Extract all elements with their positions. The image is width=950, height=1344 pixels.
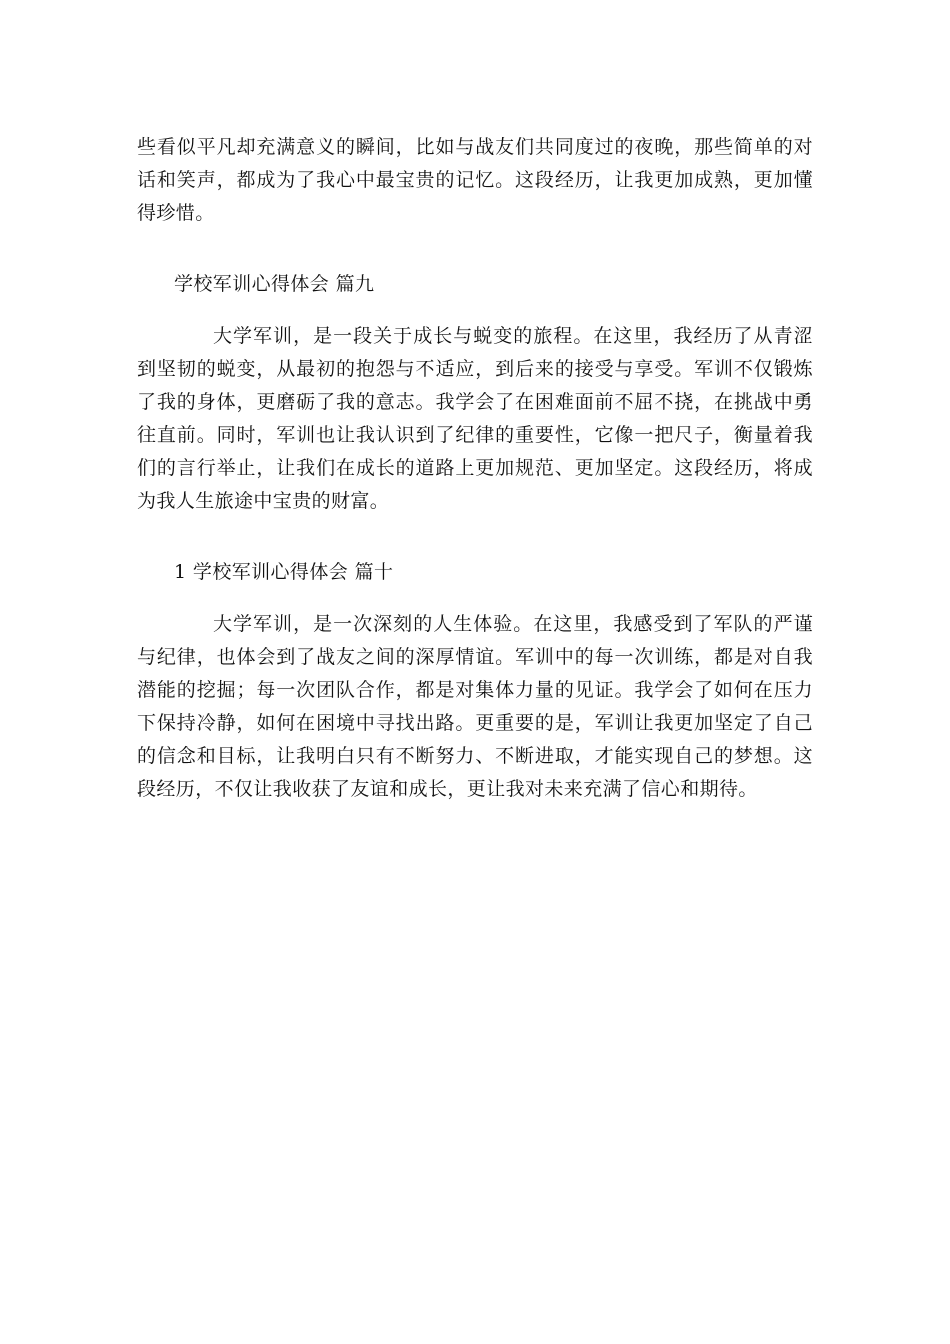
section-heading-9: 学校军训心得体会 篇九 (174, 273, 375, 295)
continuation-paragraph: 些看似平凡却充满意义的瞬间，比如与战友们共同度过的夜晚，那些简单的对话和笑声，都成为了我心中最宝贵的记忆。这段经历，让我更加成熟，更加懂得珍惜。 (137, 136, 813, 224)
section-heading-10: 1 学校军训心得体会 篇十 (174, 561, 394, 583)
document-page (137, 131, 813, 806)
section-body-10: 大学军训，是一次深刻的人生体验。在这里，我感受到了军队的严谨与纪律，也体会到了战友之间的深厚情谊。军训中的每一次训练，都是对自我潜能的挖掘；每一次团队合作，都是对集体力量的见证。我学会了如何在压力下保持冷静，如何在困境中寻找出路。更重要的是，军训让我更加坚定了自己的信念和目标，让我明白只有不断努力、不断进取，才能实现自己的梦想。这段经历，不仅让我收获了友谊和成长，更让我对未来充满了信心和期待。 (137, 613, 813, 800)
section-body-9: 大学军训，是一段关于成长与蜕变的旅程。在这里，我经历了从青涩到坚韧的蜕变，从最初的抱怨与不适应，到后来的接受与享受。军训不仅锻炼了我的身体，更磨砺了我的意志。我学会了在困难面前不屈不挠，在挑战中勇往直前。同时，军训也让我认识到了纪律的重要性，它像一把尺子，衡量着我们的言行举止，让我们在成长的道路上更加规范、更加坚定。这段经历，将成为我人生旅途中宝贵的财富。 (137, 325, 813, 512)
